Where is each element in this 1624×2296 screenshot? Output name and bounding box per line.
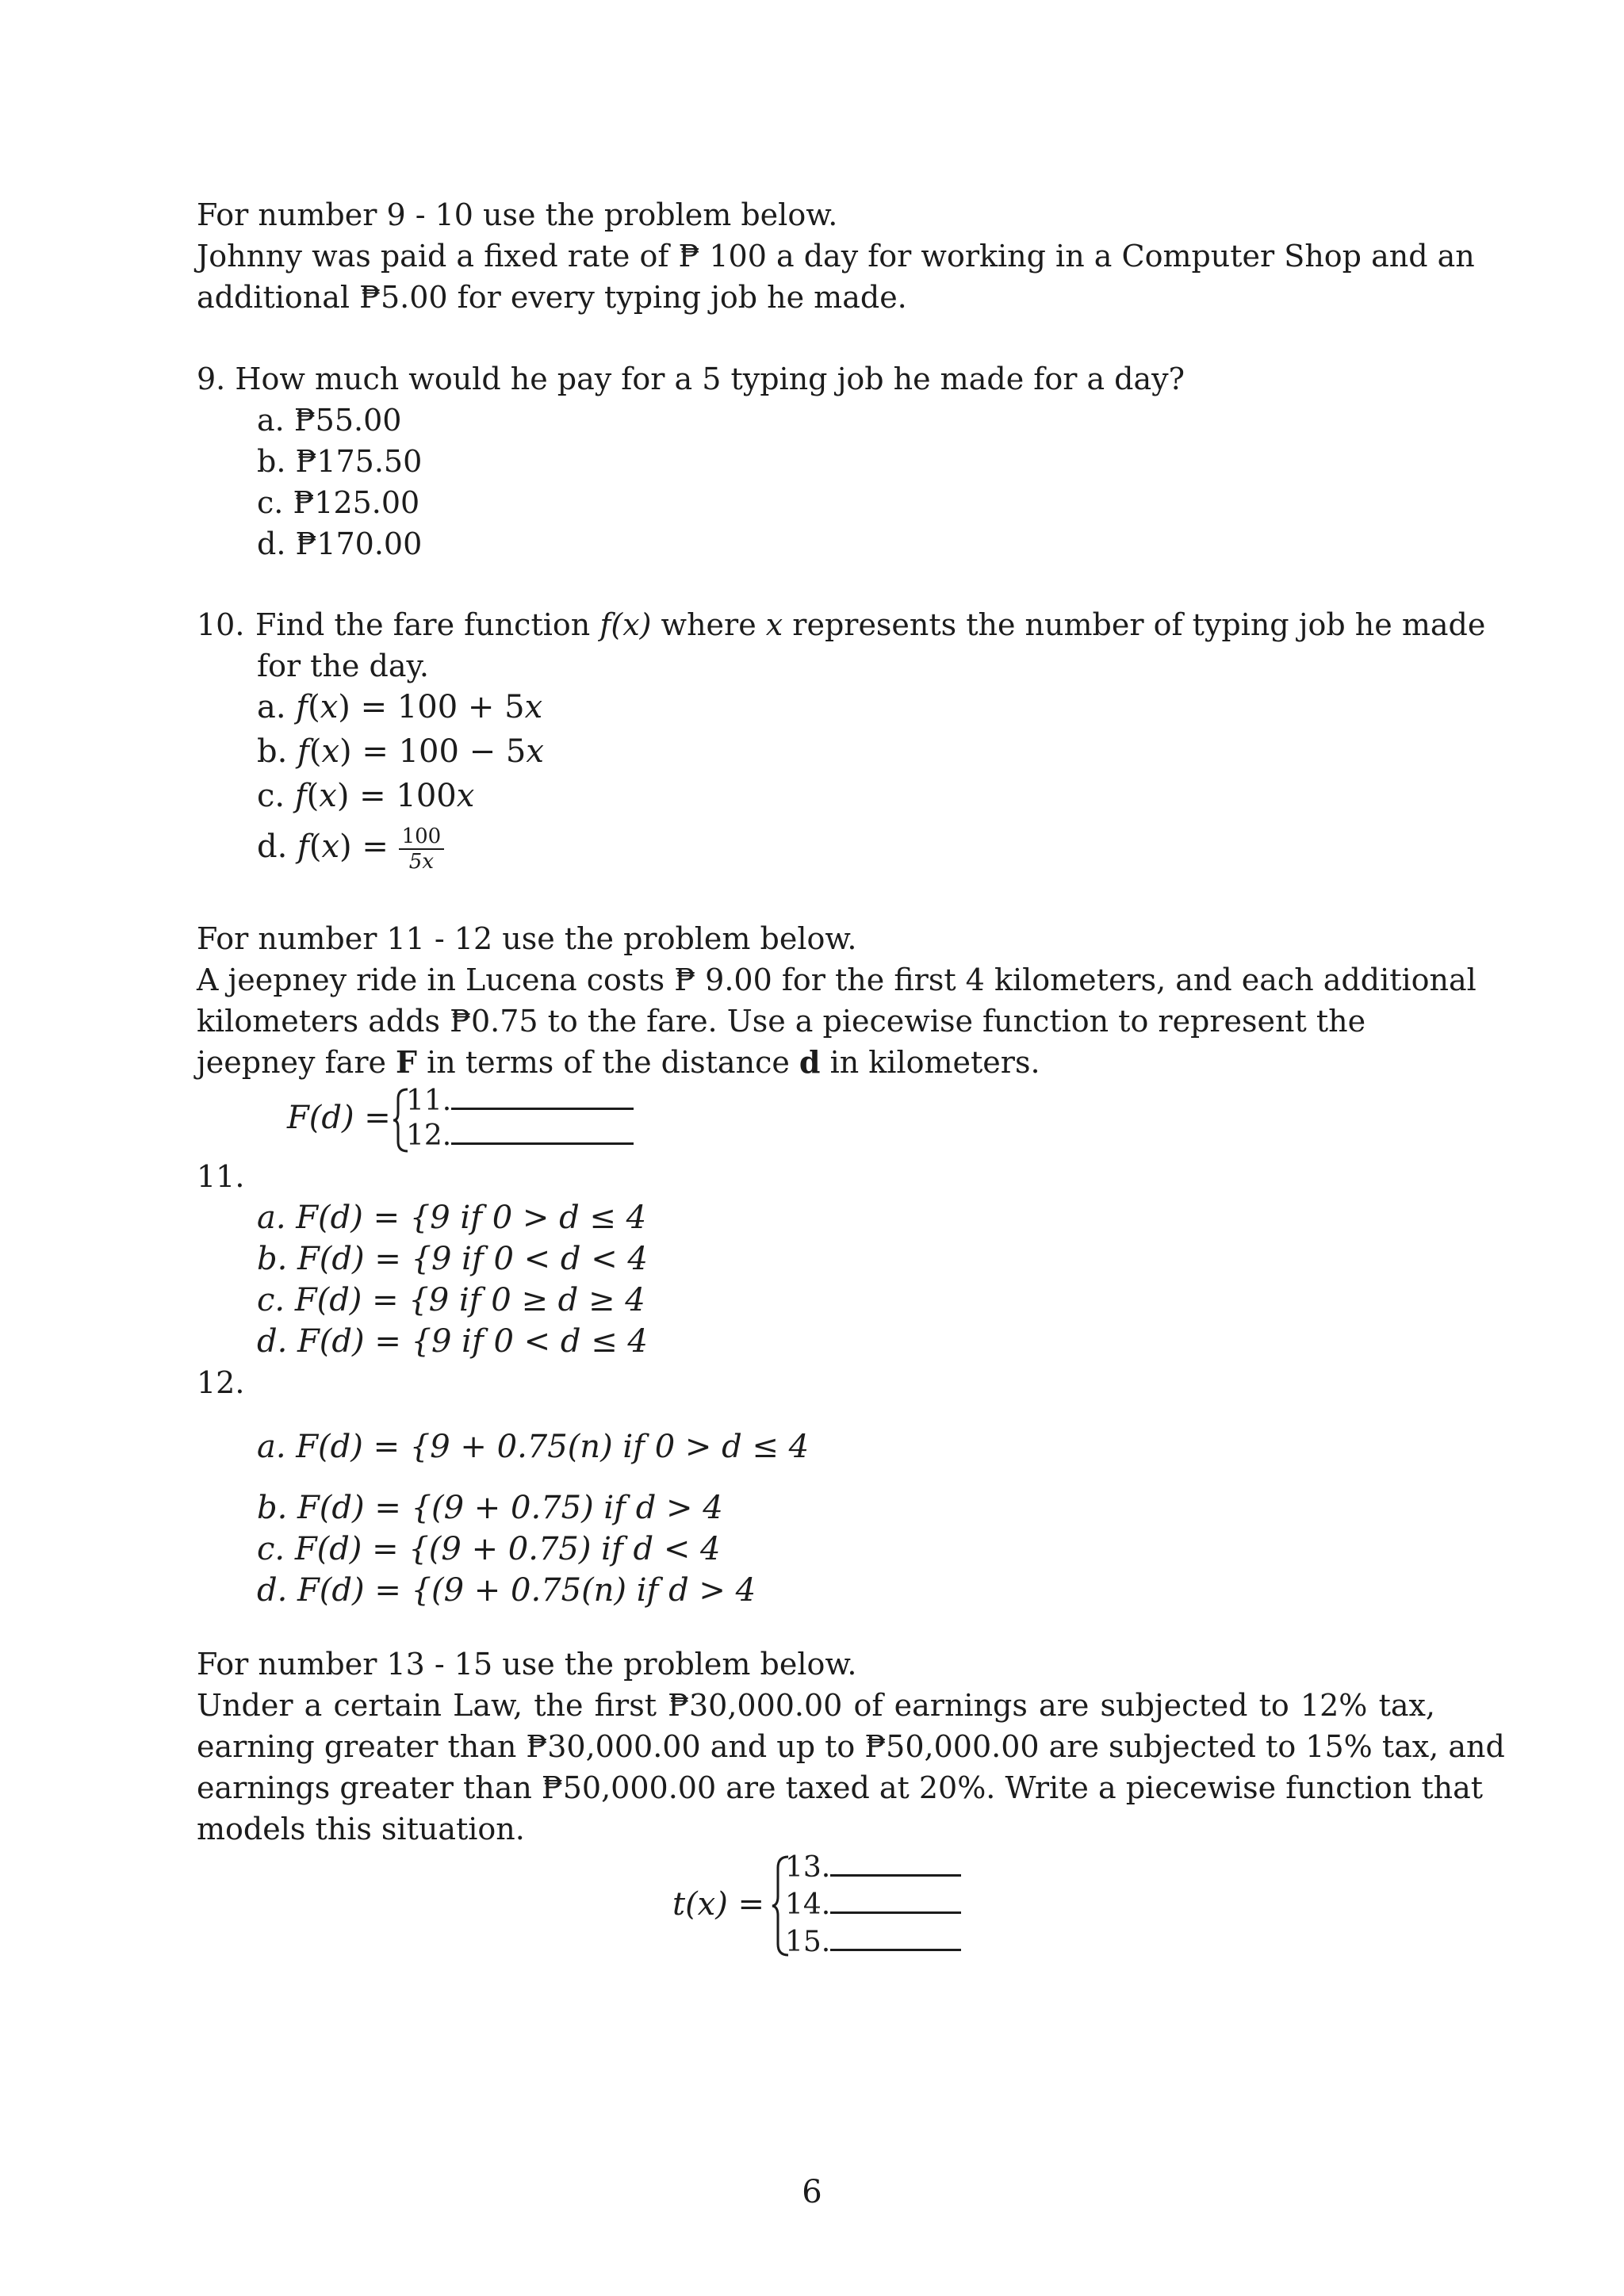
tx-case-13: 13.: [785, 1850, 961, 1885]
q12-option-c: c. F(d) = {(9 + 0.75) if d < 4: [257, 1531, 721, 1567]
section1-problem-line1: Johnny was paid a fixed rate of ₱ 100 a day for working in a Computer Shop and an: [197, 239, 1475, 274]
q12-option-b: b. F(d) = {(9 + 0.75) if d > 4: [257, 1490, 723, 1526]
fd-function-label: F(d) =: [287, 1100, 391, 1136]
q9-option-b: b. ₱175.50: [257, 444, 423, 479]
section1-intro: For number 9 - 10 use the problem below.: [197, 197, 838, 232]
q10-option-d: d. f(x) = $\frac{100}{5x}$: [257, 825, 444, 874]
q10-question-line2: for the day.: [257, 649, 429, 683]
tx-case-15: 15.: [785, 1925, 961, 1960]
q10-number: 10.: [197, 607, 245, 642]
q10-question-line1: Find the fare function f(x) where x represents the number of typing job he made: [255, 607, 1486, 642]
tx-function-label: t(x) =: [672, 1886, 765, 1923]
q11-option-b: b. F(d) = {9 if 0 < d < 4: [257, 1241, 648, 1277]
section3-intro: For number 13 - 15 use the problem below.: [197, 1647, 857, 1682]
q10-option-b: b. f(x) = 100 − 5x: [257, 733, 544, 770]
q11-option-d: d. F(d) = {9 if 0 < d ≤ 4: [257, 1323, 648, 1360]
q11-option-a: a. F(d) = {9 if 0 > d ≤ 4: [257, 1200, 647, 1236]
section2-line2: kilometers adds ₱0.75 to the fare. Use a piecewise function to represent the: [197, 1004, 1366, 1039]
q10-option-d-fraction: $\frac{100}{5x}$: [399, 825, 445, 874]
tx-case-14: 14.: [785, 1888, 961, 1923]
section3-line1: Under a certain Law, the first ₱30,000.00 of earnings are subjected to 12% tax,: [197, 1688, 1435, 1723]
q9-option-a: a. ₱55.00: [257, 403, 402, 438]
q12-number: 12.: [197, 1365, 245, 1400]
q12-option-d: d. F(d) = {(9 + 0.75(n) if d > 4: [257, 1572, 756, 1609]
section3-line4: models this situation.: [197, 1812, 525, 1846]
section3-line3: earnings greater than ₱50,000.00 are taxed at 20%. Write a piecewise function that: [197, 1770, 1484, 1805]
q11-number: 11.: [197, 1159, 245, 1194]
section3-line2: earning greater than ₱30,000.00 and up to ₱50,000.00 are subjected to 15% tax, and: [197, 1729, 1505, 1764]
section2-line1: A jeepney ride in Lucena costs ₱ 9.00 for the first 4 kilometers, and each additional: [197, 962, 1477, 997]
q9-question: 9. How much would he pay for a 5 typing job he made for a day?: [197, 362, 1185, 396]
fd-case-11: 11.: [406, 1084, 634, 1119]
section2-intro: For number 11 - 12 use the problem below.: [197, 921, 857, 956]
page-number: 6: [802, 2174, 822, 2210]
q11-option-c: c. F(d) = {9 if 0 ≥ d ≥ 4: [257, 1282, 645, 1318]
section1-problem-line2: additional ₱5.00 for every typing job he made.: [197, 280, 907, 315]
q9-option-c: c. ₱125.00: [257, 485, 420, 520]
q10-option-a: a. f(x) = 100 + 5x: [257, 689, 543, 725]
q10-option-c: c. f(x) = 100x: [257, 778, 475, 814]
section2-line3: jeepney fare F in terms of the distance d in kilometers.: [197, 1044, 1040, 1080]
q12-option-a: a. F(d) = {9 + 0.75(n) if 0 > d ≤ 4: [257, 1429, 810, 1465]
q9-option-d: d. ₱170.00: [257, 526, 423, 561]
fd-case-12: 12.: [406, 1119, 634, 1154]
